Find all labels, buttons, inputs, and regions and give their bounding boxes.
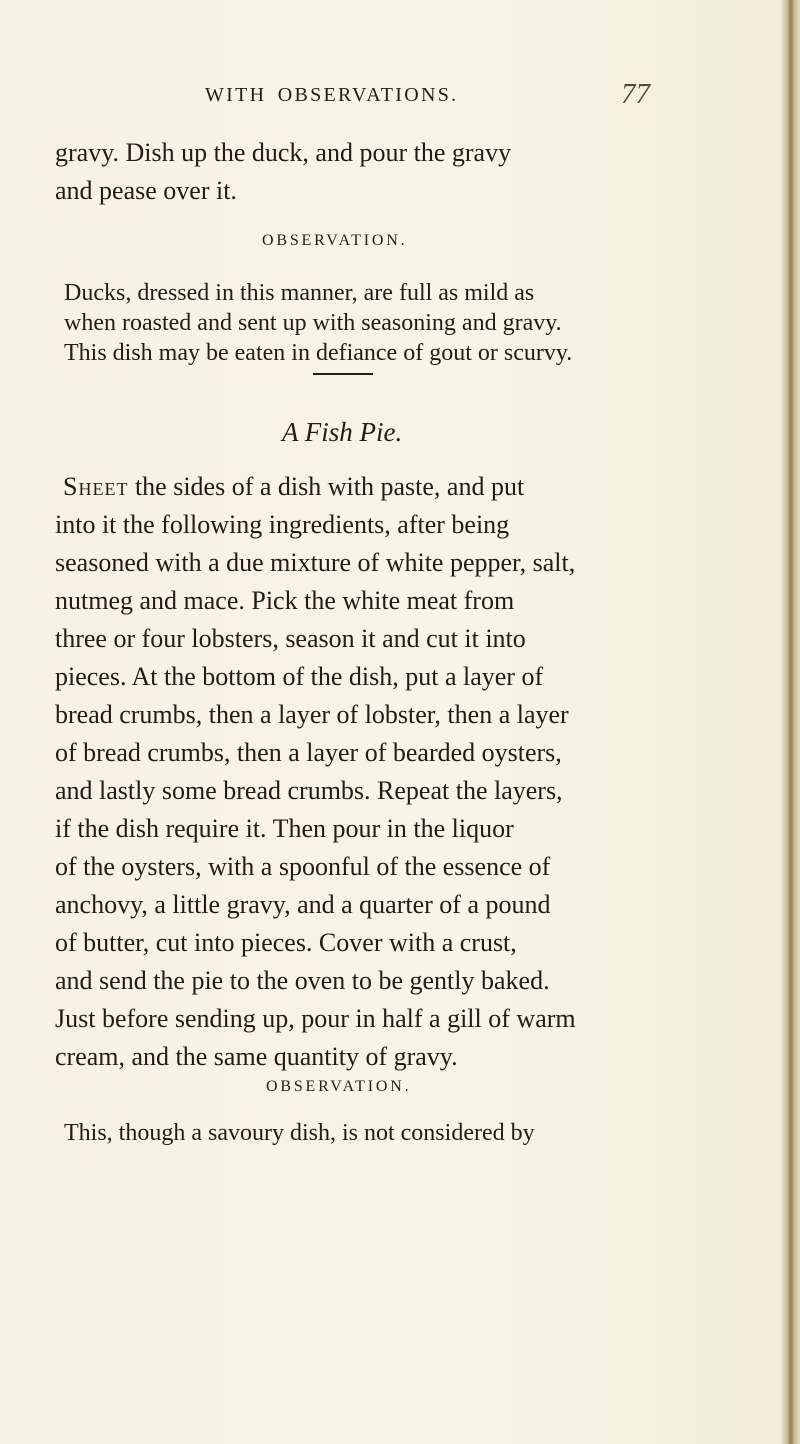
text-line: Just before sending up, pour in half a gill of warm <box>55 1004 576 1033</box>
text-line: of bread crumbs, then a layer of bearded oysters, <box>55 738 562 767</box>
running-head: WITH OBSERVATIONS. <box>205 84 459 106</box>
text-line: when roasted and sent up with seasoning and gravy. <box>64 310 562 336</box>
text-line: into it the following ingredients, after being <box>55 510 510 539</box>
text-line: of butter, cut into pieces. Cover with a crust, <box>55 928 517 957</box>
text-line: Ducks, dressed in this manner, are full as mild as <box>64 280 535 306</box>
observation-heading: OBSERVATION. <box>262 232 408 249</box>
text-line: of the oysters, with a spoonful of the essence of <box>55 852 551 881</box>
text-line: This, though a savoury dish, is not considered by <box>64 1120 535 1146</box>
text-line: and send the pie to the oven to be gently baked. <box>55 966 550 995</box>
text-line: pieces. At the bottom of the dish, put a layer of <box>55 662 544 691</box>
text-line: if the dish require it. Then pour in the liquor <box>55 814 514 843</box>
text-line: bread crumbs, then a layer of lobster, then a layer <box>55 700 569 729</box>
text-line: cream, and the same quantity of gravy. <box>55 1042 458 1071</box>
page-number: 77 <box>621 78 650 110</box>
text-line: and lastly some bread crumbs. Repeat the layers, <box>55 776 563 805</box>
text-line: and pease over it. <box>55 176 237 205</box>
observation-heading: OBSERVATION. <box>266 1078 412 1095</box>
text-line <box>63 472 524 502</box>
book-spine-edge <box>786 0 800 1444</box>
text-line: nutmeg and mace. Pick the white meat from <box>55 586 515 615</box>
drop-word: Sheet <box>63 472 129 501</box>
recipe-title: A Fish Pie. <box>282 417 403 447</box>
section-divider <box>313 373 373 375</box>
text-line: This dish may be eaten in defiance of gout or scurvy. <box>64 340 573 366</box>
text-line: anchovy, a little gravy, and a quarter of a pound <box>55 890 551 919</box>
first-line-text: the sides of a dish with paste, and put <box>128 472 525 501</box>
text-line: seasoned with a due mixture of white pepper, salt, <box>55 548 576 577</box>
text-line: three or four lobsters, season it and cut it into <box>55 624 526 653</box>
text-line: gravy. Dish up the duck, and pour the gravy <box>55 138 512 167</box>
